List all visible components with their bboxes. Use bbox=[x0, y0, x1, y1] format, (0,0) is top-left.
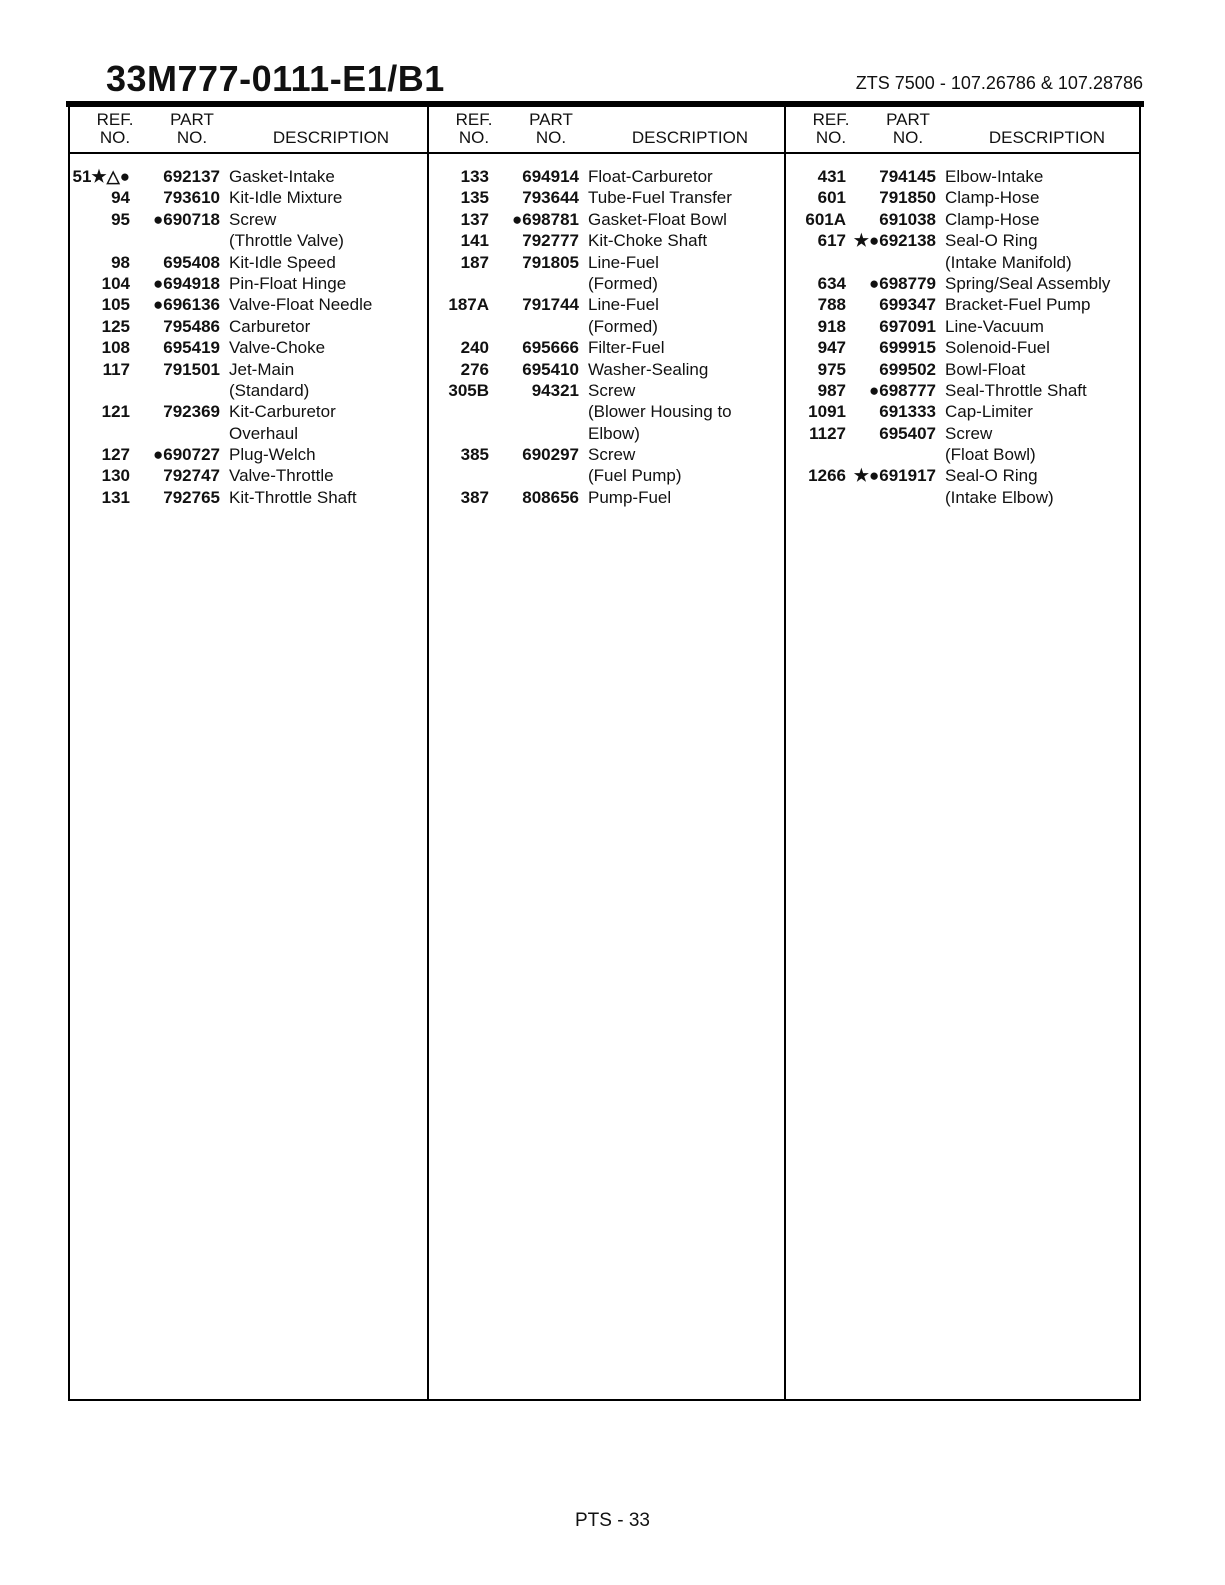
table-row bbox=[429, 273, 784, 294]
part-no-cell: 791805 bbox=[522, 252, 579, 272]
table-row bbox=[786, 294, 1139, 315]
description-cell: (Fuel Pump) bbox=[588, 466, 682, 486]
ref-no-cell: 131 bbox=[101, 487, 130, 507]
part-no-cell: 692137 bbox=[163, 167, 220, 186]
ref-no-cell bbox=[786, 252, 846, 273]
table-row bbox=[429, 401, 784, 422]
description-cell: Line-Fuel bbox=[588, 252, 659, 272]
part-no-cell bbox=[130, 380, 220, 401]
part-no-cell: 699502 bbox=[879, 359, 936, 379]
part-no-cell bbox=[846, 444, 936, 465]
part-no-cell: ●698781 bbox=[512, 209, 579, 229]
part-no-cell: 791501 bbox=[163, 359, 220, 379]
table-row bbox=[70, 252, 427, 273]
table-row bbox=[786, 337, 1139, 358]
model-subtitle: ZTS 7500 - 107.26786 & 107.28786 bbox=[855, 73, 1143, 93]
description-cell: Float-Carburetor bbox=[588, 167, 713, 186]
table-row bbox=[70, 294, 427, 315]
column-header bbox=[786, 106, 1139, 154]
table-row bbox=[429, 230, 784, 251]
part-no-cell bbox=[489, 401, 579, 422]
description-cell: Tube-Fuel Transfer bbox=[588, 188, 732, 208]
ref-no-cell: 98 bbox=[111, 252, 130, 272]
table-row bbox=[429, 359, 784, 380]
ref-no-cell bbox=[429, 465, 489, 486]
ref-no-cell: 94 bbox=[111, 188, 130, 208]
table-row bbox=[70, 337, 427, 358]
column-header bbox=[429, 106, 784, 154]
description-cell: Screw bbox=[588, 380, 636, 400]
description-cell: Pump-Fuel bbox=[588, 487, 672, 507]
description-cell: Jet-Main bbox=[229, 359, 295, 379]
table-row bbox=[429, 487, 784, 508]
table-row bbox=[70, 316, 427, 337]
part-no-cell: 791744 bbox=[522, 295, 579, 315]
parts-rows bbox=[429, 154, 784, 508]
table-row bbox=[70, 465, 427, 486]
part-no-cell: 695666 bbox=[522, 338, 579, 358]
description-cell: Line-Fuel bbox=[588, 295, 659, 315]
part-no-cell: ●698779 bbox=[869, 273, 936, 293]
ref-no-cell: 387 bbox=[460, 487, 489, 507]
description-cell: Kit-Carburetor bbox=[229, 402, 336, 422]
part-no-cell bbox=[130, 230, 220, 251]
ref-no-cell: 95 bbox=[111, 209, 130, 229]
part-no-cell: 694914 bbox=[522, 167, 579, 186]
table-row bbox=[429, 252, 784, 273]
part-no-cell: ★●691917 bbox=[853, 466, 936, 486]
part-no-cell: 690297 bbox=[522, 445, 579, 465]
part-no-cell: 808656 bbox=[522, 487, 579, 507]
part-no-cell: ●698777 bbox=[869, 380, 936, 400]
ref-no-cell: 601 bbox=[817, 188, 846, 208]
description-cell: Elbow) bbox=[588, 423, 640, 443]
ref-no-cell: 305B bbox=[448, 380, 489, 400]
page-number: PTS - 33 bbox=[575, 1510, 650, 1531]
description-cell: Seal-Throttle Shaft bbox=[945, 380, 1087, 400]
parts-table bbox=[68, 104, 1141, 1401]
description-cell: Kit-Throttle Shaft bbox=[229, 487, 357, 507]
part-no-cell: 699347 bbox=[879, 295, 936, 315]
parts-column-2 bbox=[427, 106, 784, 1399]
description-cell: Bracket-Fuel Pump bbox=[945, 295, 1091, 315]
description-cell: Spring/Seal Assembly bbox=[945, 273, 1111, 293]
ref-no-cell: 1091 bbox=[808, 402, 846, 422]
ref-no-cell: 975 bbox=[817, 359, 846, 379]
part-no-cell: 792747 bbox=[163, 466, 220, 486]
page-title: 33M777-0111-E1/B1 bbox=[106, 58, 445, 99]
ref-no-cell: 947 bbox=[817, 338, 846, 358]
table-row bbox=[70, 444, 427, 465]
ref-no-cell: 634 bbox=[817, 273, 846, 293]
ref-no-cell: 601A bbox=[805, 209, 846, 229]
part-no-cell bbox=[489, 316, 579, 337]
part-no-cell: 695408 bbox=[163, 252, 220, 272]
table-row bbox=[70, 166, 427, 187]
description-cell: Kit-Idle Speed bbox=[229, 252, 336, 272]
ref-no-cell: 125 bbox=[101, 316, 130, 336]
parts-rows bbox=[786, 154, 1139, 508]
part-no-cell: 792369 bbox=[163, 402, 220, 422]
description-cell: (Float Bowl) bbox=[945, 445, 1036, 465]
description-cell: Carburetor bbox=[229, 316, 311, 336]
ref-no-cell: 918 bbox=[817, 316, 846, 336]
ref-no-cell: 385 bbox=[460, 445, 489, 465]
ref-no-cell: 141 bbox=[460, 231, 489, 251]
table-row bbox=[786, 401, 1139, 422]
description-header: DESCRIPTION bbox=[272, 128, 390, 147]
ref-no-cell bbox=[429, 423, 489, 444]
part-no-cell: 695407 bbox=[879, 423, 936, 443]
ref-no-cell: 51★△● bbox=[72, 167, 130, 186]
description-cell: Washer-Sealing bbox=[588, 359, 709, 379]
part-no-cell bbox=[846, 252, 936, 273]
part-no-cell bbox=[489, 273, 579, 294]
table-row bbox=[429, 166, 784, 187]
table-row bbox=[70, 401, 427, 422]
ref-no-cell: 187 bbox=[460, 252, 489, 272]
ref-no-cell: 431 bbox=[817, 167, 846, 186]
description-header: DESCRIPTION bbox=[631, 128, 749, 147]
ref-no-cell: 1127 bbox=[809, 423, 846, 443]
description-cell: Seal-O Ring bbox=[945, 231, 1038, 251]
table-row bbox=[70, 230, 427, 251]
table-row bbox=[429, 465, 784, 486]
part-no-cell: ●690727 bbox=[153, 445, 220, 465]
description-cell: Kit-Idle Mixture bbox=[229, 188, 343, 208]
part-no-cell: ●696136 bbox=[153, 295, 220, 315]
ref-no-cell: 788 bbox=[817, 295, 846, 315]
ref-no-cell: 130 bbox=[101, 466, 130, 486]
description-cell: (Intake Manifold) bbox=[945, 252, 1072, 272]
description-cell: Elbow-Intake bbox=[945, 167, 1044, 186]
part-no-cell: 695410 bbox=[522, 359, 579, 379]
table-row bbox=[786, 209, 1139, 230]
table-row bbox=[429, 444, 784, 465]
description-cell: Clamp-Hose bbox=[945, 188, 1040, 208]
part-no-cell: 792777 bbox=[522, 231, 579, 251]
ref-no-cell: 117 bbox=[102, 359, 130, 379]
description-cell: Solenoid-Fuel bbox=[945, 338, 1050, 358]
ref-no-cell: 240 bbox=[460, 338, 489, 358]
description-cell: Clamp-Hose bbox=[945, 209, 1040, 229]
part-no-header: PART NO. bbox=[170, 110, 214, 147]
ref-no-cell bbox=[70, 230, 130, 251]
description-cell: Screw bbox=[588, 445, 636, 465]
part-no-cell: ●694918 bbox=[153, 273, 220, 293]
table-row bbox=[70, 423, 427, 444]
part-no-cell: 691038 bbox=[879, 209, 936, 229]
table-row bbox=[70, 359, 427, 380]
ref-no-cell bbox=[429, 273, 489, 294]
ref-no-cell: 133 bbox=[460, 167, 489, 186]
part-no-cell: 697091 bbox=[879, 316, 936, 336]
ref-no-cell bbox=[70, 423, 130, 444]
ref-no-cell bbox=[429, 316, 489, 337]
part-no-cell: 794145 bbox=[879, 167, 936, 186]
table-row bbox=[429, 423, 784, 444]
ref-no-header: REF. NO. bbox=[812, 110, 850, 147]
description-cell: Pin-Float Hinge bbox=[229, 273, 347, 293]
description-cell: (Standard) bbox=[229, 380, 310, 400]
ref-no-cell bbox=[786, 487, 846, 508]
table-row bbox=[786, 316, 1139, 337]
description-cell: Line-Vacuum bbox=[945, 316, 1044, 336]
parts-column-3 bbox=[784, 106, 1139, 1399]
table-row bbox=[786, 380, 1139, 401]
ref-no-cell: 121 bbox=[101, 402, 130, 422]
description-cell: Cap-Limiter bbox=[945, 402, 1033, 422]
description-cell: (Intake Elbow) bbox=[945, 487, 1054, 507]
table-row bbox=[786, 465, 1139, 486]
table-row bbox=[429, 337, 784, 358]
ref-no-cell: 135 bbox=[460, 188, 489, 208]
table-row bbox=[70, 209, 427, 230]
part-no-cell bbox=[489, 465, 579, 486]
part-no-cell: ●690718 bbox=[153, 209, 220, 229]
description-cell: Kit-Choke Shaft bbox=[588, 231, 708, 251]
table-row bbox=[786, 444, 1139, 465]
ref-no-cell: 617 bbox=[817, 231, 846, 251]
description-cell: Gasket-Float Bowl bbox=[588, 209, 727, 229]
table-row bbox=[786, 187, 1139, 208]
ref-no-header: REF. NO. bbox=[96, 110, 134, 147]
table-row bbox=[429, 187, 784, 208]
table-row bbox=[786, 252, 1139, 273]
part-no-cell bbox=[846, 487, 936, 508]
table-row bbox=[429, 294, 784, 315]
part-no-cell bbox=[130, 423, 220, 444]
description-cell: Valve-Float Needle bbox=[229, 295, 373, 315]
table-row bbox=[429, 316, 784, 337]
table-row bbox=[429, 380, 784, 401]
table-row bbox=[429, 209, 784, 230]
description-cell: Screw bbox=[229, 209, 277, 229]
description-cell: (Blower Housing to bbox=[588, 402, 732, 422]
part-no-cell bbox=[489, 423, 579, 444]
ref-no-cell bbox=[70, 380, 130, 401]
description-cell: Bowl-Float bbox=[945, 359, 1026, 379]
description-cell: Valve-Throttle bbox=[229, 466, 334, 486]
description-cell: Gasket-Intake bbox=[229, 167, 335, 186]
table-row bbox=[70, 487, 427, 508]
description-cell: Overhaul bbox=[229, 423, 298, 443]
part-no-cell: 94321 bbox=[531, 380, 579, 400]
description-cell: Seal-O Ring bbox=[945, 466, 1038, 486]
part-no-cell: 793644 bbox=[522, 188, 579, 208]
part-no-cell: ★●692138 bbox=[853, 231, 936, 251]
ref-no-cell: 108 bbox=[101, 338, 130, 358]
part-no-header: PART NO. bbox=[886, 110, 930, 147]
ref-no-header: REF. NO. bbox=[455, 110, 493, 147]
table-row bbox=[786, 273, 1139, 294]
part-no-cell: 793610 bbox=[163, 188, 220, 208]
table-row bbox=[786, 487, 1139, 508]
ref-no-cell bbox=[429, 401, 489, 422]
parts-column-1 bbox=[70, 106, 427, 1399]
table-row bbox=[786, 423, 1139, 444]
ref-no-cell: 187A bbox=[448, 295, 489, 315]
parts-rows bbox=[70, 154, 427, 508]
description-header: DESCRIPTION bbox=[988, 128, 1106, 147]
description-cell: Filter-Fuel bbox=[588, 338, 665, 358]
ref-no-cell: 105 bbox=[101, 295, 130, 315]
part-no-cell: 792765 bbox=[163, 487, 220, 507]
description-cell: Valve-Choke bbox=[229, 338, 326, 358]
description-cell: (Formed) bbox=[588, 273, 658, 293]
part-no-cell: 691333 bbox=[879, 402, 936, 422]
table-row bbox=[786, 359, 1139, 380]
table-row bbox=[70, 380, 427, 401]
ref-no-cell: 987 bbox=[817, 380, 846, 400]
ref-no-cell: 137 bbox=[460, 209, 489, 229]
column-header bbox=[70, 106, 427, 154]
part-no-cell: 795486 bbox=[163, 316, 220, 336]
table-row bbox=[786, 230, 1139, 251]
part-no-header: PART NO. bbox=[529, 110, 573, 147]
description-cell: Plug-Welch bbox=[229, 445, 316, 465]
part-no-cell: 695419 bbox=[163, 338, 220, 358]
description-cell: (Throttle Valve) bbox=[229, 231, 344, 251]
table-row bbox=[70, 273, 427, 294]
table-row bbox=[786, 166, 1139, 187]
table-row bbox=[70, 187, 427, 208]
description-cell: (Formed) bbox=[588, 316, 658, 336]
ref-no-cell bbox=[786, 444, 846, 465]
ref-no-cell: 276 bbox=[460, 359, 489, 379]
description-cell: Screw bbox=[945, 423, 993, 443]
part-no-cell: 699915 bbox=[879, 338, 936, 358]
ref-no-cell: 1266 bbox=[808, 466, 846, 486]
part-no-cell: 791850 bbox=[879, 188, 936, 208]
ref-no-cell: 104 bbox=[101, 273, 130, 293]
ref-no-cell: 127 bbox=[101, 445, 130, 465]
